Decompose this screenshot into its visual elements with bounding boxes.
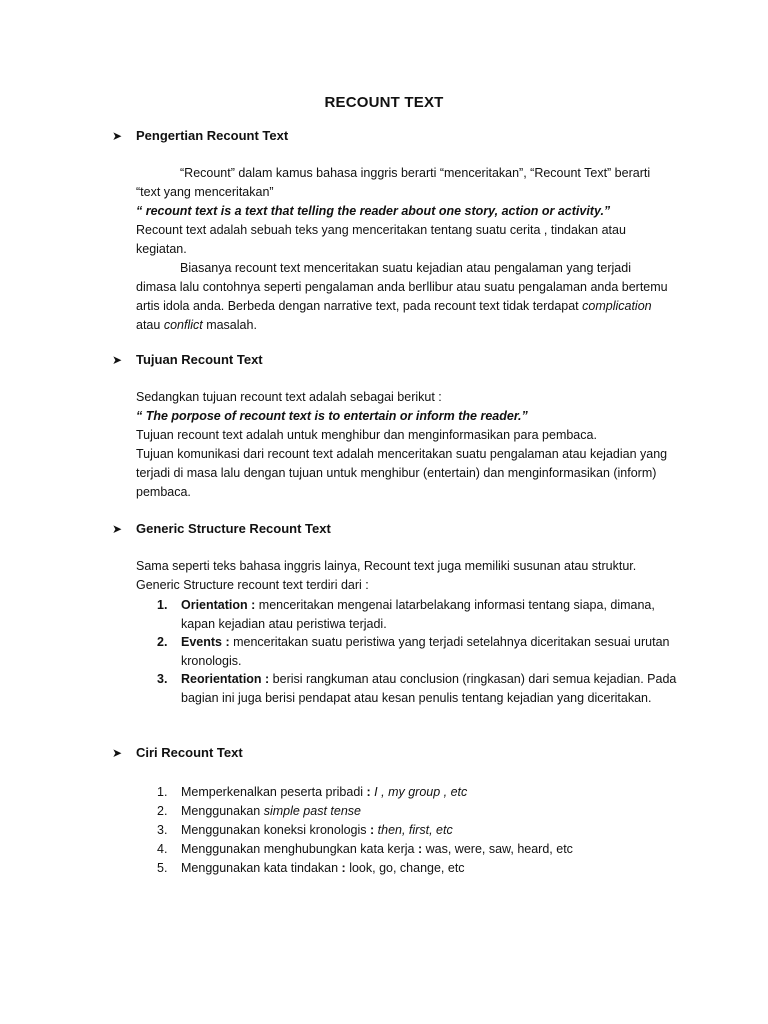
list-number: 1. [157, 598, 168, 612]
paragraph-line: Sedangkan tujuan recount text adalah sebagai berikut : [136, 390, 442, 404]
feature-text: Menggunakan kata tindakan [181, 861, 342, 875]
purpose-quote: “ The porpose of recount text is to entertain or inform the reader.” [136, 409, 528, 423]
heading-label: Ciri Recount Text [136, 745, 243, 760]
feature-list-item [157, 802, 677, 821]
paragraph-line: Recount text adalah sebuah teks yang menceritakan tentang suatu cerita , tindakan atau [136, 223, 626, 237]
feature-text: Menggunakan menghubungkan kata kerja [181, 842, 418, 856]
paragraph-line: Tujuan recount text adalah untuk menghibur dan menginformasikan para pembaca. [136, 428, 597, 442]
feature-text: Menggunakan koneksi kronologis [181, 823, 371, 837]
paragraph-line [136, 297, 652, 316]
paragraph-line [136, 316, 257, 335]
section-heading-pengertian [112, 128, 288, 143]
text-run: atau [136, 318, 164, 332]
paragraph-line: “text yang menceritakan” [136, 185, 274, 199]
paragraph-line: terjadi di masa lalu dengan tujuan untuk menghibur (entertain) dan menginformasikan (inform) [136, 466, 657, 480]
section-heading-generic-structure [112, 521, 331, 536]
feature-colon: : [366, 785, 371, 799]
definition-quote: “ recount text is a text that telling the reader about one story, action or activity.” [136, 204, 611, 218]
paragraph-line: “Recount” dalam kamus bahasa inggris berarti “menceritakan”, “Recount Text” berarti [180, 166, 651, 180]
structure-list-item [157, 633, 677, 670]
italic-term: complication [582, 299, 652, 313]
paragraph-line: dimasa lalu contohnya seperti pengalaman anda berllibur atau suatu pengalaman anda bertemu [136, 280, 668, 294]
bullet-arrow-icon: ➤ [112, 352, 123, 367]
structure-description: berisi rangkuman atau conclusion (ringkasan) dari semua kejadian. Pada bagian ini juga berisi pendapat atau kesan penulis tentang kejadian yang diceritakan. [181, 672, 677, 705]
list-number: 3. [157, 672, 168, 686]
feature-example: look, go, change, etc [345, 861, 465, 875]
paragraph-line: Tujuan komunikasi dari recount text adalah menceritakan suatu pengalaman atau kejadian yang [136, 447, 668, 461]
list-number: 4. [157, 842, 168, 856]
heading-label: Pengertian Recount Text [136, 128, 289, 143]
list-number: 3. [157, 823, 168, 837]
feature-list-item [157, 821, 677, 840]
list-number: 2. [157, 635, 168, 649]
paragraph-line: Generic Structure recount text terdiri dari : [136, 578, 369, 592]
paragraph-line: pembaca. [136, 485, 191, 499]
structure-term: Reorientation : [181, 672, 270, 686]
feature-colon: : [417, 842, 423, 856]
feature-example: I , my group , etc [370, 785, 468, 799]
structure-description: menceritakan suatu peristiwa yang terjadi setelahnya diceritakan sesuai urutan kronologis. [181, 635, 670, 668]
bullet-arrow-icon: ➤ [112, 521, 123, 536]
feature-example: simple past tense [263, 804, 361, 818]
structure-term: Orientation : [181, 598, 256, 612]
section-heading-ciri [112, 745, 243, 760]
feature-colon: : [370, 823, 375, 837]
bullet-arrow-icon: ➤ [112, 128, 123, 143]
list-number: 2. [157, 804, 168, 818]
list-number: 1. [157, 785, 168, 799]
paragraph-line: Sama seperti teks bahasa inggris lainya, Recount text juga memiliki susunan atau struktur. [136, 559, 637, 573]
bullet-arrow-icon: ➤ [112, 745, 123, 760]
structure-description: menceritakan mengenai latarbelakang informasi tentang siapa, dimana, kapan kejadian atau peristiwa terjadi. [181, 598, 655, 631]
paragraph-line: Biasanya recount text menceritakan suatu kejadian atau pengalaman yang terjadi [180, 261, 631, 275]
feature-list-item [157, 783, 677, 802]
feature-example: then, first, etc [374, 823, 453, 837]
structure-list-item [157, 670, 677, 707]
heading-label: Generic Structure Recount Text [136, 521, 331, 536]
document-title: RECOUNT TEXT [324, 94, 444, 111]
text-run: artis idola anda. Berbeda dengan narrative text, pada recount text tidak terdapat [136, 299, 583, 313]
structure-list-item [157, 596, 677, 633]
text-run: masalah. [202, 318, 257, 332]
section-heading-tujuan [112, 352, 263, 367]
list-number: 5. [157, 861, 168, 875]
feature-colon: : [341, 861, 346, 875]
feature-example: was, were, saw, heard, etc [422, 842, 573, 856]
feature-text: Menggunakan [181, 804, 264, 818]
heading-label: Tujuan Recount Text [136, 352, 263, 367]
italic-term: conflict [163, 318, 203, 332]
feature-list-item [157, 840, 677, 859]
feature-list-item [157, 859, 677, 878]
feature-text: Memperkenalkan peserta pribadi [181, 785, 367, 799]
structure-term: Events : [181, 635, 230, 649]
paragraph-line: kegiatan. [136, 242, 187, 256]
